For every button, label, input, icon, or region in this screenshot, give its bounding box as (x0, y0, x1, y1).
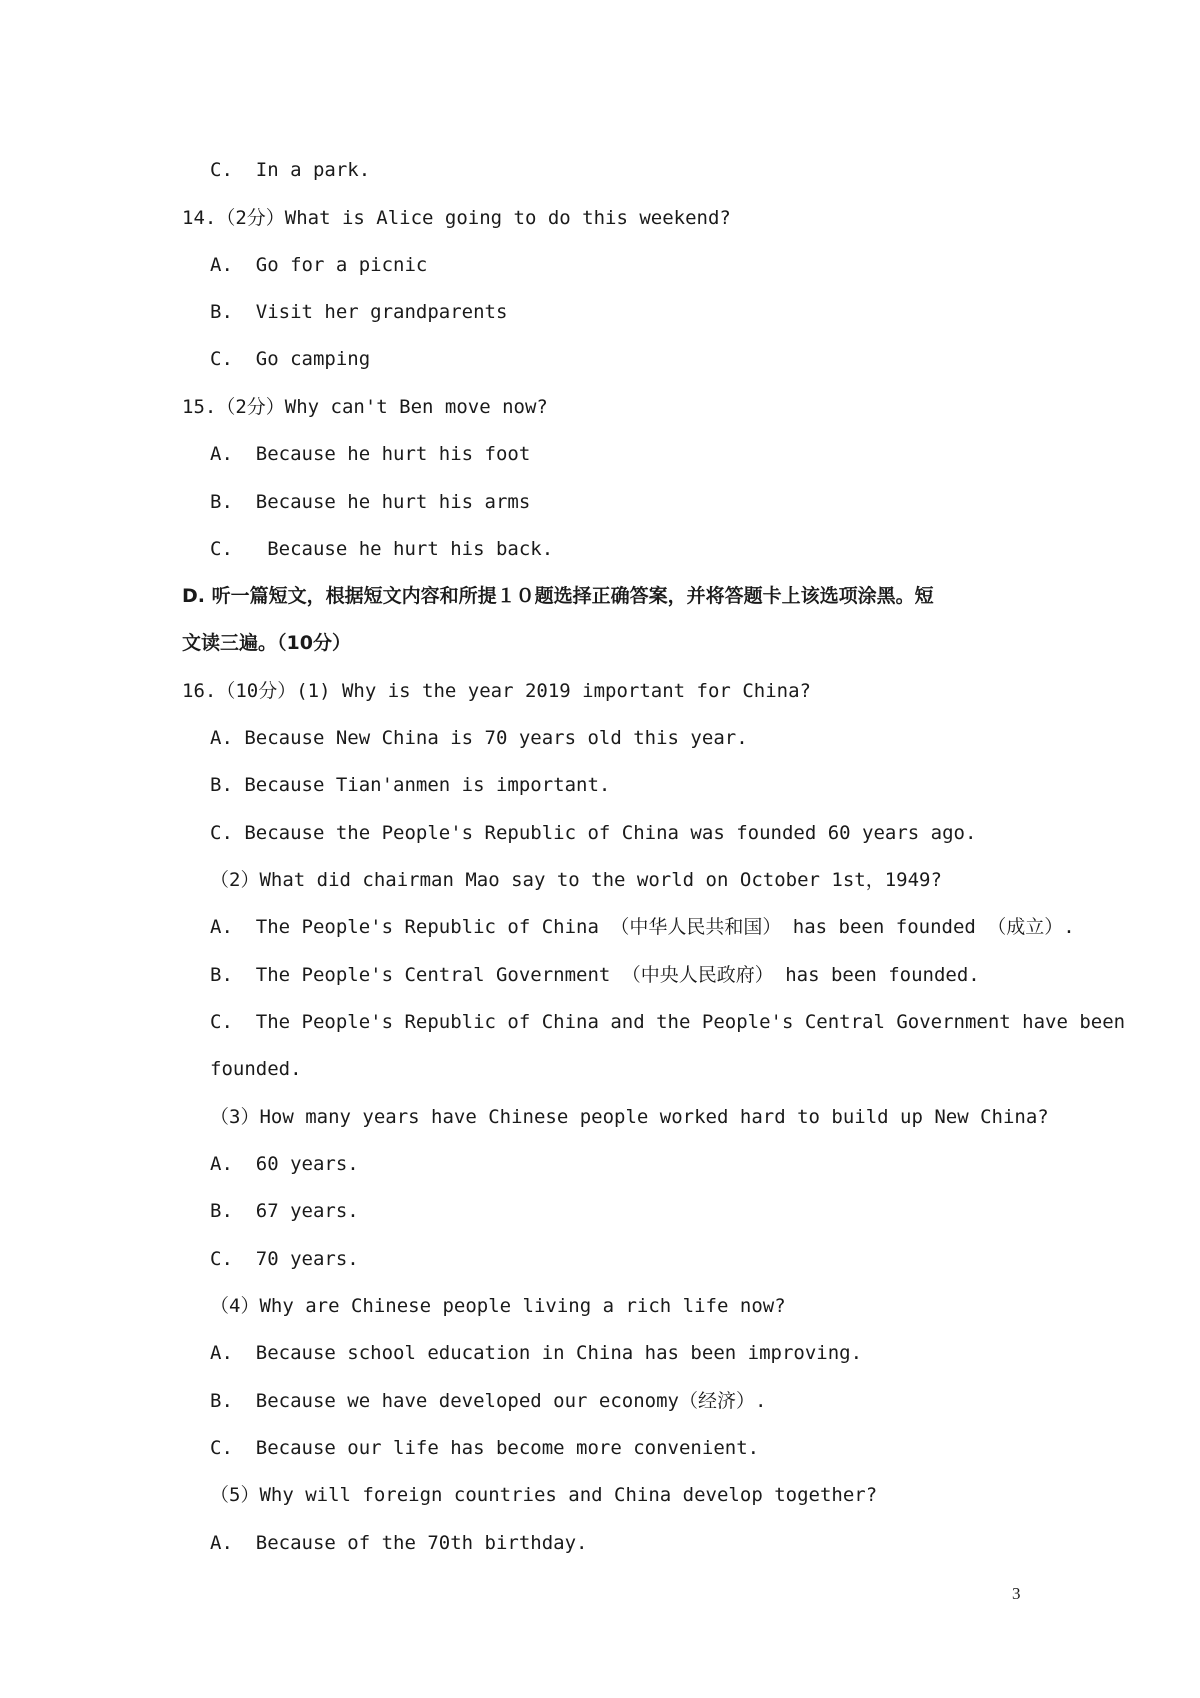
option-a-15: A. Because he hurt his foot (210, 443, 531, 465)
option-a-16-2: A. The People's Republic of China （中华人民共和国） has been founded （成立）. (210, 916, 1075, 938)
option-c-16-1: C. Because the People's Republic of China was founded 60 years ago. (210, 822, 977, 844)
option-b-16-3: B. 67 years. (210, 1200, 359, 1222)
option-c-16-4: C. Because our life has become more convenient. (210, 1437, 760, 1459)
question-16-4: （4）Why are Chinese people living a rich life now? (210, 1295, 786, 1317)
option-b-16-4: B. Because we have developed our economy（经济）. (210, 1390, 767, 1412)
option-b-14: B. Visit her grandparents (210, 301, 508, 323)
section-d-heading: D. 听一篇短文，根据短文内容和所提１０题选择正确答案，并将答题卡上该选项涂黑。短 (182, 585, 934, 607)
question-15: 15.（2分）Why can't Ben move now? (182, 396, 548, 418)
question-14: 14.（2分）What is Alice going to do this weekend? (182, 207, 731, 229)
option-b-15: B. Because he hurt his arms (210, 491, 531, 513)
option-a-16-4: A. Because school education in China has been improving. (210, 1342, 863, 1364)
option-b-16-2: B. The People's Central Government （中央人民政府） has been founded. (210, 964, 980, 986)
option-a-16-5: A. Because of the 70th birthday. (210, 1532, 588, 1554)
option-c-16-3: C. 70 years. (210, 1248, 359, 1270)
question-16-1: 16.（10分）(1) Why is the year 2019 important for China? (182, 680, 811, 702)
option-c-16-2-cont: founded. (210, 1058, 302, 1080)
section-d-heading-cont: 文读三遍。（10分） (182, 632, 351, 654)
page-number: 3 (1012, 1584, 1021, 1603)
question-16-2: （2）What did chairman Mao say to the world on October 1st，1949? (210, 869, 942, 891)
option-b-16-1: B. Because Tian'anmen is important. (210, 774, 611, 796)
option-c-16-2: C. The People's Republic of China and the People's Central Government have been (210, 1011, 1126, 1033)
option-c-13: C. In a park. (210, 159, 371, 181)
question-16-5: （5）Why will foreign countries and China develop together? (210, 1484, 878, 1506)
question-16-3: （3）How many years have Chinese people worked hard to build up New China? (210, 1106, 1049, 1128)
option-c-15: C. Because he hurt his back. (210, 538, 554, 560)
option-a-14: A. Go for a picnic (210, 254, 428, 276)
option-a-16-1: A. Because New China is 70 years old this year. (210, 727, 748, 749)
option-c-14: C. Go camping (210, 348, 371, 370)
option-a-16-3: A. 60 years. (210, 1153, 359, 1175)
